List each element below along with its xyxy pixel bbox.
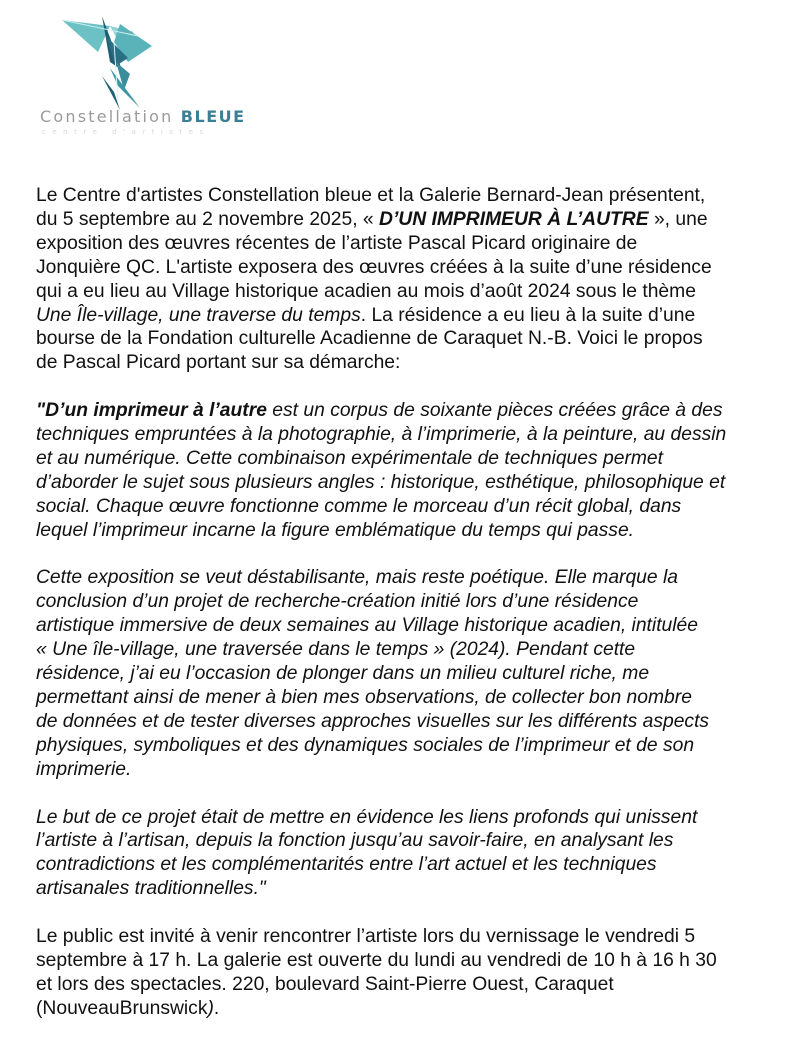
text-line: "D’un imprimeur à l’autre est un corpus de soixante pièces créées grâce à des — [36, 400, 723, 422]
text-line: artisanales traditionnelles." — [36, 878, 266, 900]
text-line: (NouveauBrunswick). — [36, 997, 220, 1019]
logo-wordmark — [40, 107, 246, 126]
residency-theme: Une Île-village, une traverse du temps — [36, 304, 361, 326]
logo-brand-light: Constellation — [40, 107, 174, 126]
artist-statement-1 — [36, 399, 766, 542]
text-line: septembre à 17 h. La galerie est ouverte du lundi au vendredi de 10 h à 16 h 30 — [36, 949, 717, 971]
text-line: Le but de ce projet était de mettre en évidence les liens profonds qui unissent — [36, 806, 698, 828]
text-line: du 5 septembre au 2 novembre 2025, « D’UN IMPRIMEUR À L’AUTRE », une — [36, 208, 708, 230]
artist-statement-3 — [36, 806, 766, 902]
text-line: physiques, symboliques et des dynamiques sociales de l’imprimeur et de son — [36, 734, 695, 756]
text-line: social. Chaque œuvre fonctionne comme le morceau d’un récit global, dans — [36, 495, 682, 517]
text-line: l’artiste à l’artisan, depuis la fonction jusqu’au savoir-faire, en analysant les — [36, 830, 674, 852]
text-line: de Pascal Picard portant sur sa démarche: — [36, 352, 401, 374]
text-line: résidence, j’ai eu l’occasion de plonger dans un milieu culturel riche, me — [36, 663, 650, 685]
text-line: Le Centre d'artistes Constellation bleue et la Galerie Bernard-Jean présentent, — [36, 185, 706, 206]
logo-brand-bold: BLEUE — [180, 107, 246, 126]
corpus-title: D’un imprimeur à l’autre — [45, 400, 267, 422]
text-line: Le public est invité à venir rencontrer l’artiste lors du vernissage le vendredi 5 — [36, 926, 696, 948]
text-line: et lors des spectacles. 220, boulevard Saint-Pierre Ouest, Caraquet — [36, 973, 614, 995]
text-line: artistique immersive de deux semaines au Village historique acadien, intitulée — [36, 615, 699, 637]
artist-statement-2 — [36, 566, 766, 781]
intro-paragraph — [36, 184, 766, 375]
logo — [38, 12, 246, 136]
text-line: conclusion d’un projet de recherche-création initié lors d’une résidence — [36, 591, 639, 613]
text-line: qui a eu lieu au Village historique acadien au mois d’août 2024 sous le thème — [36, 280, 696, 302]
text-line: « Une île-village, une traversée dans le temps » (2024). Pendant cette — [36, 639, 636, 661]
press-release — [36, 184, 766, 1045]
text-line: Jonquière QC. L'artiste exposera des œuvres créées à la suite d’une résidence — [36, 256, 712, 278]
text-line: permettant ainsi de mener à bien mes observations, de collecter bon nombre — [36, 687, 692, 708]
text-line: bourse de la Fondation culturelle Acadienne de Caraquet N.-B. Voici le propos — [36, 328, 703, 350]
text-line: et au numérique. Cette combinaison expérimentale de techniques permet — [36, 447, 664, 469]
text-line: lequel l’imprimeur incarne la figure emblématique du temps qui passe. — [36, 519, 635, 541]
text-line: techniques empruntées à la photographie, à l’imprimerie, à la peinture, au dessin — [36, 424, 727, 446]
text-line: Cette exposition se veut déstabilisante, mais reste poétique. Elle marque la — [36, 567, 678, 589]
text-line: d’aborder le sujet sous plusieurs angles : historique, esthétique, philosophique et — [36, 471, 726, 493]
text-line: contradictions et les complémentarités entre l’art actuel et les techniques — [36, 854, 657, 876]
logo-tagline: centre d'artistes — [42, 128, 210, 136]
closing-paragraph — [36, 925, 766, 1021]
text-line: imprimerie. — [36, 758, 132, 780]
text-line: exposition des œuvres récentes de l’artiste Pascal Picard originaire de — [36, 232, 638, 254]
constellation-logo-icon — [58, 12, 178, 110]
exhibition-title: D’UN IMPRIMEUR À L’AUTRE — [379, 208, 649, 230]
text-line: Une Île-village, une traverse du temps. La résidence a eu lieu à la suite d’une — [36, 304, 696, 326]
text-line: de données et de tester diverses approches visuelles sur les différents aspects — [36, 710, 710, 732]
